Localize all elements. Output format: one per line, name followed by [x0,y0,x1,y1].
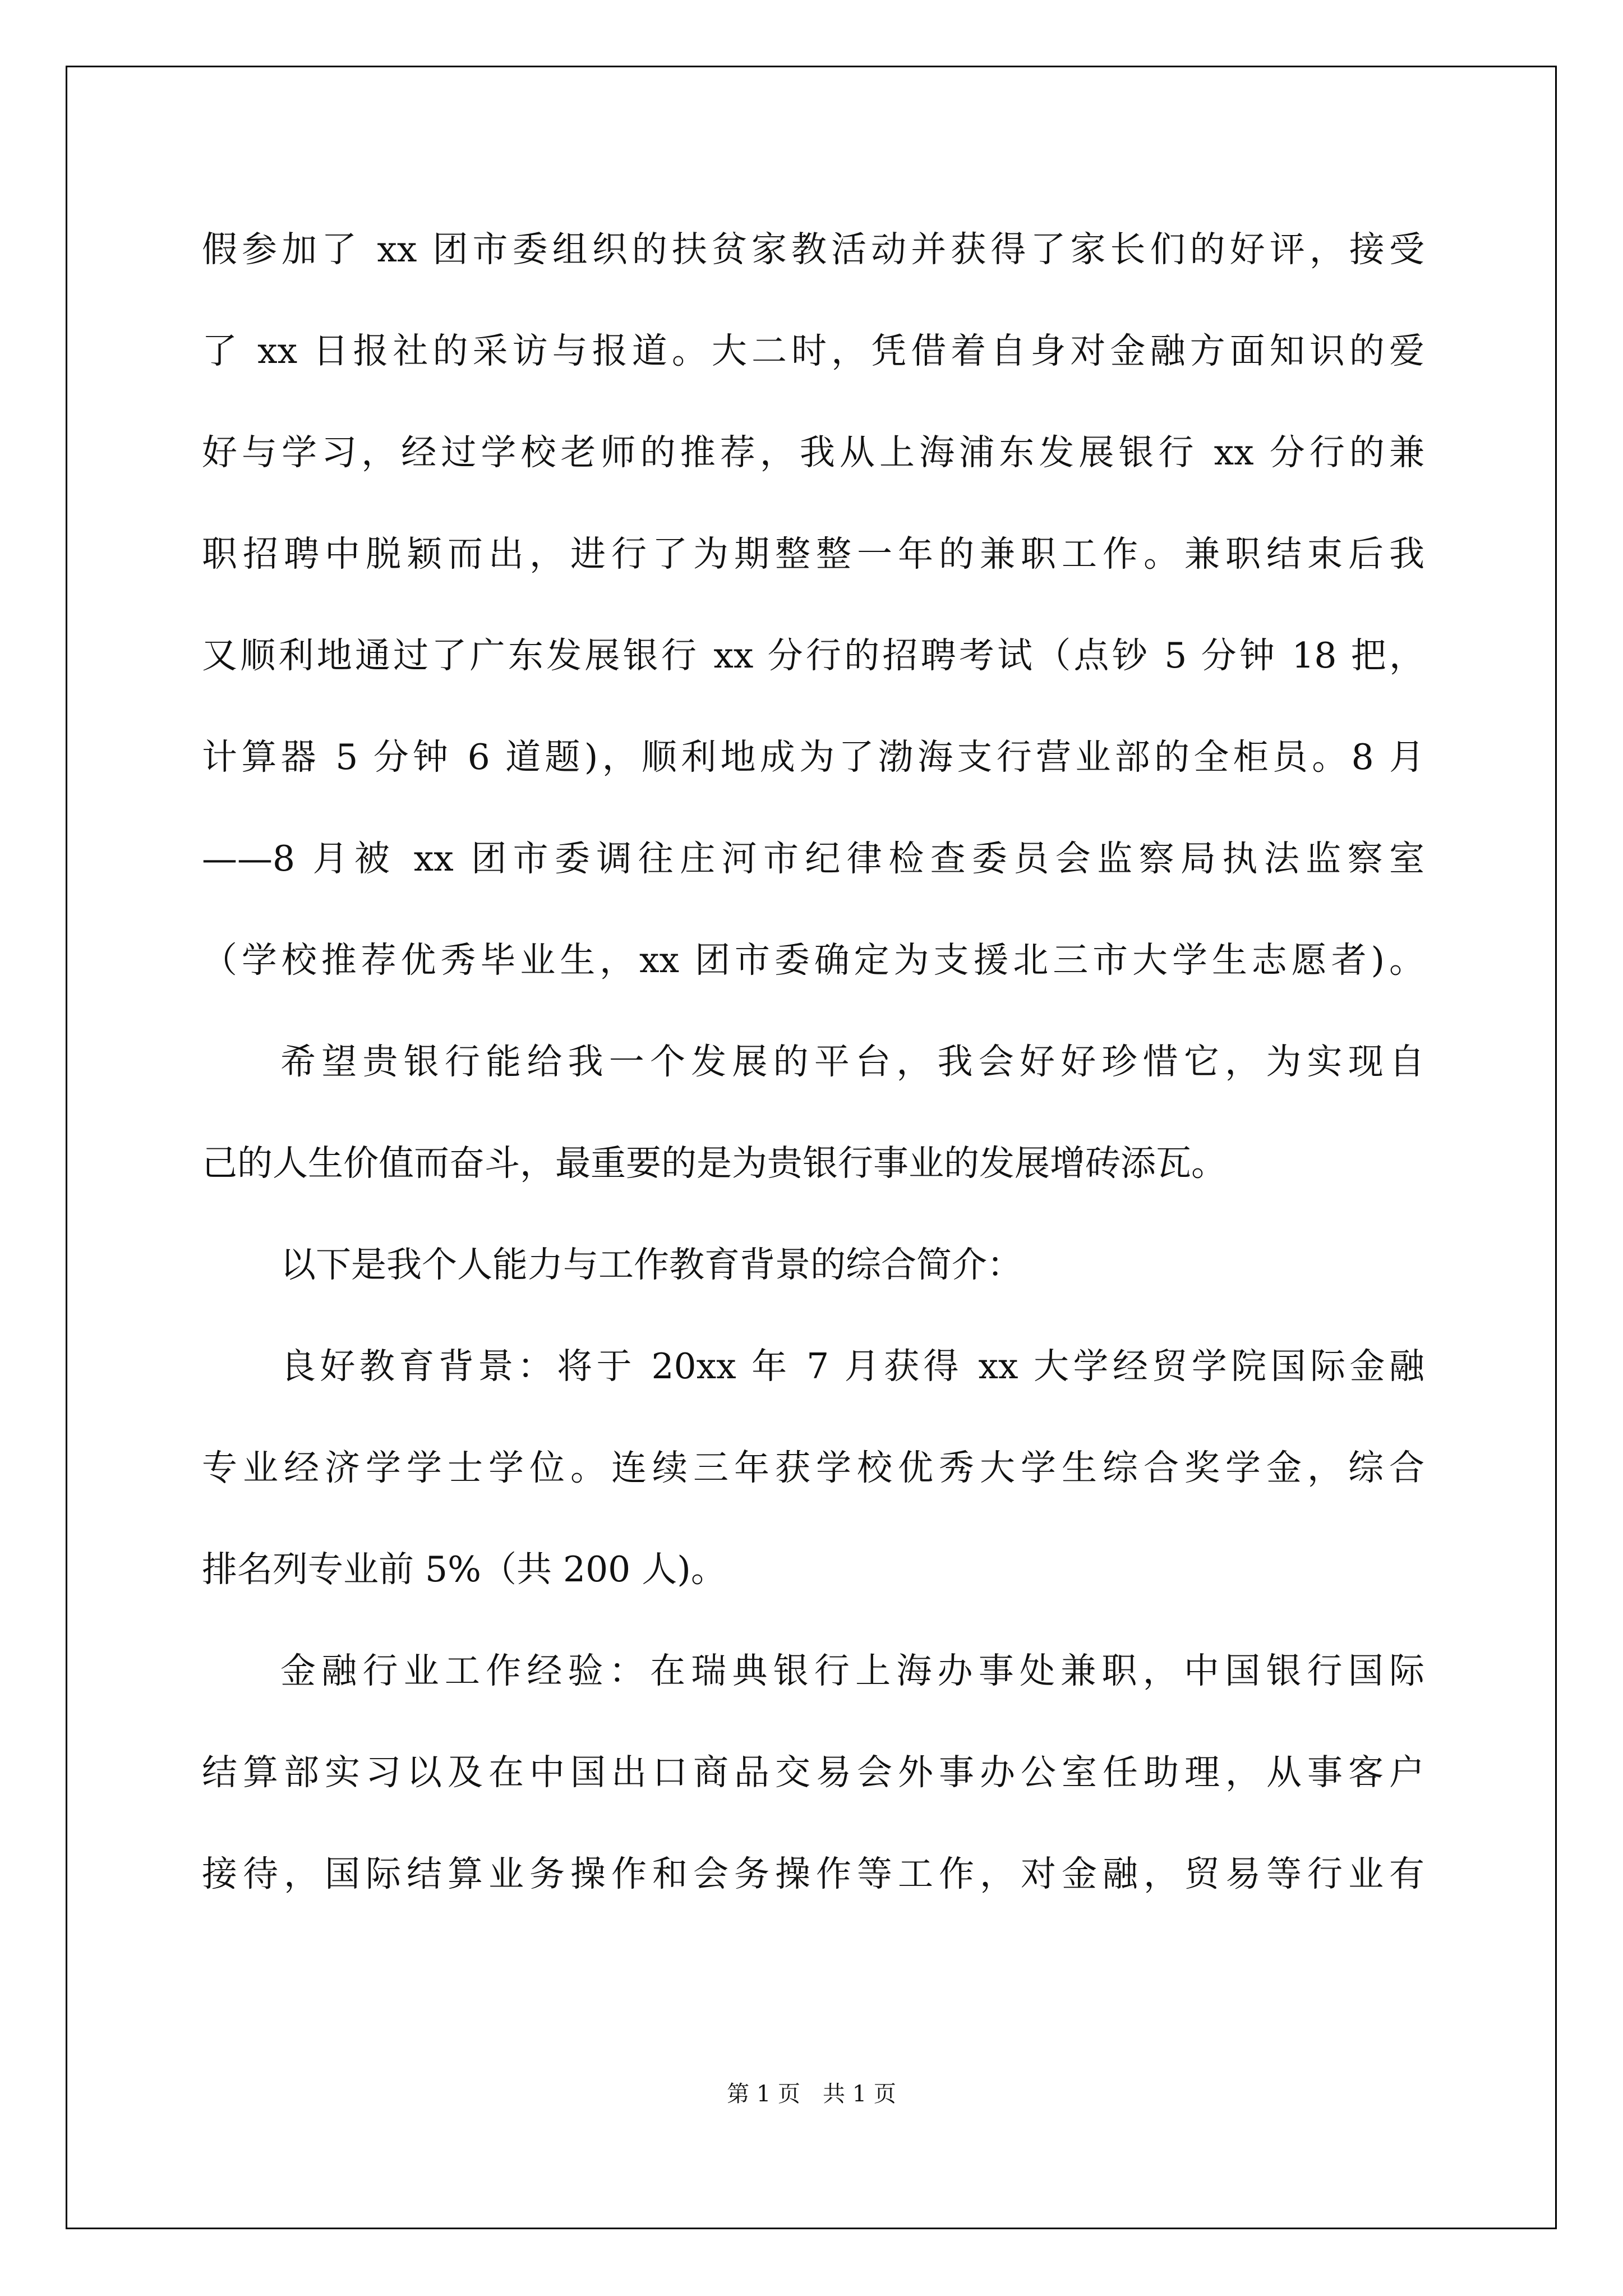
paragraph-line: 又顺利地通过了广东发展银行 xx 分行的招聘考试（点钞 5 分钟 18 把， [202,635,1424,676]
paragraph-line: 排名列专业前 5%（共 200 人)。 [202,1549,726,1590]
paragraph-line: ——8 月被 xx 团市委调往庄河市纪律检查委员会监察局执法监察室 [202,838,1424,879]
paragraph-line: 职招聘中脱颖而出，进行了为期整整一年的兼职工作。兼职结束后我 [202,533,1424,574]
paragraph-line: 接待，国际结算业务操作和会务操作等工作，对金融，贸易等行业有 [202,1853,1424,1894]
paragraph-line: 假参加了 xx 团市委组织的扶贫家教活动并获得了家长们的好评，接受 [202,229,1424,270]
paragraph-line: 金融行业工作经验：在瑞典银行上海办事处兼职，中国银行国际 [280,1650,1424,1691]
paragraph-line: 计算器 5 分钟 6 道题)，顺利地成为了渤海支行营业部的全柜员。8 月 [202,737,1424,777]
paragraph-line: 己的人生价值而奋斗，最重要的是为贵银行事业的发展增砖添瓦。 [202,1143,1227,1184]
page-footer: 第 1 页 共 1 页 [727,2081,896,2107]
paragraph-line: 结算部实习以及在中国出口商品交易会外事办公室任助理，从事客户 [202,1752,1424,1793]
paragraph-line: 好与学习，经过学校老师的推荐，我从上海浦东发展银行 xx 分行的兼 [202,432,1424,473]
paragraph-line: 了 xx 日报社的采访与报道。大二时，凭借着自身对金融方面知识的爱 [202,330,1424,371]
paragraph-line: 专业经济学学士学位。连续三年获学校优秀大学生综合奖学金，综合 [202,1447,1424,1488]
paragraph-line: 以下是我个人能力与工作教育背景的综合简介： [280,1244,1022,1285]
paragraph-line: 希望贵银行能给我一个发展的平台，我会好好珍惜它，为实现自 [280,1041,1424,1082]
paragraph-line: （学校推荐优秀毕业生，xx 团市委确定为支援北三市大学生志愿者)。 [202,940,1424,981]
paragraph-line: 良好教育背景：将于 20xx 年 7 月获得 xx 大学经贸学院国际金融 [280,1346,1424,1387]
